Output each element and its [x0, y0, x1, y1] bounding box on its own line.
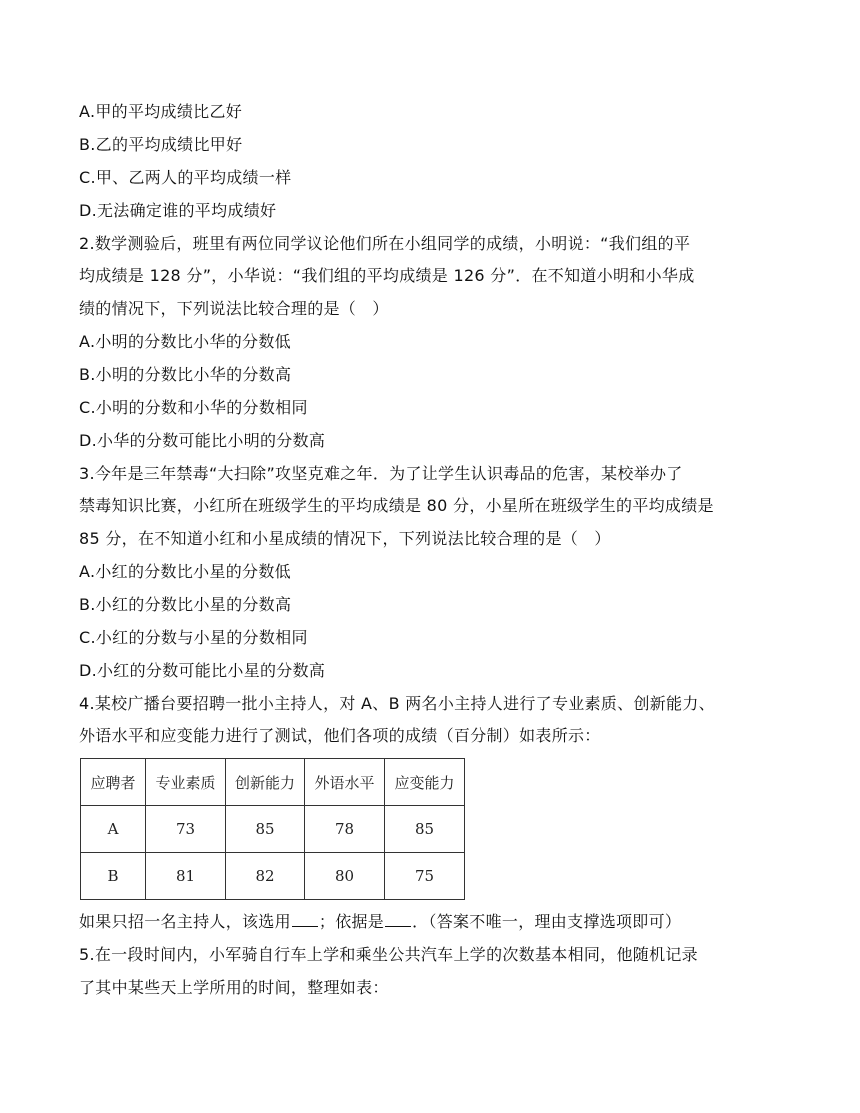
q1-option-b: B.乙的平均成绩比甲好: [79, 135, 243, 154]
answer-blank-2: [385, 912, 411, 927]
q1-option-d: D.无法确定谁的平均成绩好: [79, 201, 277, 220]
q2-option-b: B.小明的分数比小华的分数高: [79, 365, 292, 384]
q4-answer-line: [79, 911, 769, 933]
q3-stem-line-1: 3.今年是三年禁毒“大扫除”攻坚克难之年．为了让学生认识毒品的危害，某校举办了: [79, 464, 683, 483]
q3-stem-line-2: 禁毒知识比赛，小红所在班级学生的平均成绩是 80 分，小星所在班级学生的平均成绩是: [79, 496, 714, 515]
q3-option-c: C.小红的分数与小星的分数相同: [79, 628, 308, 647]
table-header-cell: 专业素质: [146, 759, 226, 806]
q2-stem-line-3: 绩的情况下，下列说法比较合理的是（ ）: [79, 299, 389, 318]
table-cell: 81: [146, 853, 226, 900]
table-cell: 73: [146, 806, 226, 853]
table-cell: 78: [305, 806, 385, 853]
q1-option-a: A.甲的平均成绩比乙好: [79, 102, 243, 121]
q4-stem-line-1: 4.某校广播台要招聘一批小主持人，对 A、B 两名小主持人进行了专业素质、创新能力、: [79, 694, 715, 713]
table-cell: A: [81, 806, 146, 853]
table-cell: 80: [305, 853, 385, 900]
answer-blank-1: [292, 912, 318, 927]
q2-option-c: C.小明的分数和小华的分数相同: [79, 398, 308, 417]
q2-stem-line-2: 均成绩是 128 分”，小华说：“我们组的平均成绩是 126 分”．在不知道小明和小华成: [79, 266, 695, 285]
table-cell: 85: [385, 806, 465, 853]
q3-option-d: D.小红的分数可能比小星的分数高: [79, 661, 326, 680]
q2-option-a: A.小明的分数比小华的分数低: [79, 332, 291, 351]
score-table: [80, 758, 465, 900]
table-row: [81, 853, 465, 900]
table-row: [81, 806, 465, 853]
table-header-row: [81, 759, 465, 806]
table-cell: 82: [226, 853, 305, 900]
q3-option-a: A.小红的分数比小星的分数低: [79, 562, 291, 581]
table-cell: B: [81, 853, 146, 900]
q2-option-d: D.小华的分数可能比小明的分数高: [79, 431, 326, 450]
q5-stem-line-1: 5.在一段时间内，小军骑自行车上学和乘坐公共汽车上学的次数基本相同，他随机记录: [79, 945, 698, 964]
table-header-cell: 应变能力: [385, 759, 465, 806]
q3-option-b: B.小红的分数比小星的分数高: [79, 595, 292, 614]
q1-option-c: C.甲、乙两人的平均成绩一样: [79, 168, 292, 187]
q3-stem-line-3: 85 分，在不知道小红和小星成绩的情况下，下列说法比较合理的是（ ）: [79, 529, 611, 548]
q4-stem-line-2: 外语水平和应变能力进行了测试，他们各项的成绩（百分制）如表所示：: [79, 726, 601, 745]
table-header-cell: 外语水平: [305, 759, 385, 806]
q2-stem-line-1: 2.数学测验后，班里有两位同学议论他们所在小组同学的成绩，小明说：“我们组的平: [79, 234, 691, 253]
table-cell: 75: [385, 853, 465, 900]
q5-stem-line-2: 了其中某些天上学所用的时间，整理如表：: [79, 978, 389, 997]
q4-answer-middle: ；依据是: [318, 912, 385, 931]
table-header-cell: 创新能力: [226, 759, 305, 806]
q4-answer-prefix: 如果只招一名主持人，该选用: [79, 912, 291, 931]
q4-answer-suffix: ．（答案不唯一，理由支撑选项即可）: [412, 912, 682, 931]
table-cell: 85: [226, 806, 305, 853]
table-header-cell: 应聘者: [81, 759, 146, 806]
